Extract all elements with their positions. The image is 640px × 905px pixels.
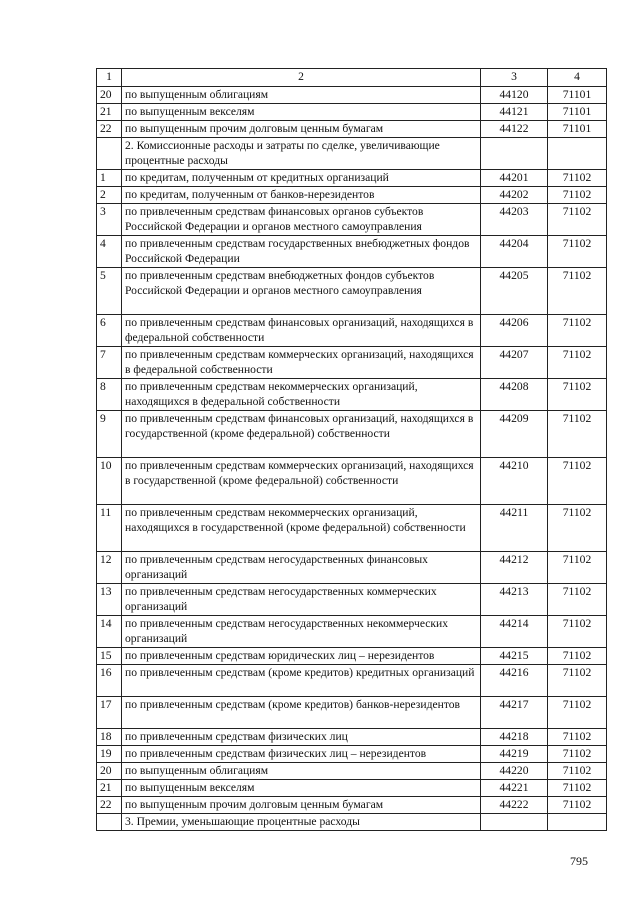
row-description: по привлеченным средствам (кроме кредитов) банков-нерезидентов <box>122 697 481 729</box>
row-number: 12 <box>97 552 122 584</box>
row-account: 71101 <box>548 87 607 104</box>
row-description: по привлеченным средствам некоммерческих организаций, находящихся в федеральной собственности <box>122 379 481 411</box>
table-row <box>97 665 607 697</box>
row-code: 44212 <box>481 552 548 584</box>
row-code: 44213 <box>481 584 548 616</box>
row-code <box>481 814 548 831</box>
table-row <box>97 187 607 204</box>
row-description: по привлеченным средствам некоммерческих организаций, находящихся в государственной (кроме федеральной) собственности <box>122 505 481 552</box>
row-description: по привлеченным средствам государственных внебюджетных фондов Российской Федерации <box>122 236 481 268</box>
row-description: по кредитам, полученным от банков-нерезидентов <box>122 187 481 204</box>
row-account: 71102 <box>548 347 607 379</box>
document-table <box>96 68 607 831</box>
row-code: 44211 <box>481 505 548 552</box>
row-number: 20 <box>97 763 122 780</box>
row-description: по привлеченным средствам негосударственных некоммерческих организаций <box>122 616 481 648</box>
row-number: 16 <box>97 665 122 697</box>
table-row <box>97 121 607 138</box>
row-code: 44207 <box>481 347 548 379</box>
row-number: 21 <box>97 780 122 797</box>
row-account: 71102 <box>548 379 607 411</box>
row-number: 5 <box>97 268 122 315</box>
table-header-row <box>97 69 607 87</box>
row-number: 20 <box>97 87 122 104</box>
row-number: 8 <box>97 379 122 411</box>
row-account: 71102 <box>548 780 607 797</box>
row-account: 71102 <box>548 665 607 697</box>
row-account: 71102 <box>548 697 607 729</box>
row-account: 71101 <box>548 121 607 138</box>
table-row <box>97 505 607 552</box>
row-number: 10 <box>97 458 122 505</box>
row-code: 44222 <box>481 797 548 814</box>
row-description: по привлеченным средствам негосударственных финансовых организаций <box>122 552 481 584</box>
row-account: 71102 <box>548 187 607 204</box>
table-row <box>97 797 607 814</box>
table-row <box>97 268 607 315</box>
section-heading: 3. Премии, уменьшающие процентные расходы <box>122 814 481 831</box>
row-code <box>481 138 548 170</box>
row-code: 44208 <box>481 379 548 411</box>
table-row <box>97 746 607 763</box>
row-account: 71102 <box>548 458 607 505</box>
row-number: 22 <box>97 797 122 814</box>
header-col-4: 4 <box>548 69 607 87</box>
section-heading: 2. Комиссионные расходы и затраты по сделке, увеличивающие процентные расходы <box>122 138 481 170</box>
row-account: 71102 <box>548 797 607 814</box>
table-row <box>97 780 607 797</box>
row-number <box>97 138 122 170</box>
page-number: 795 <box>570 854 588 868</box>
row-number: 1 <box>97 170 122 187</box>
table-row <box>97 236 607 268</box>
row-number: 9 <box>97 411 122 458</box>
row-account: 71102 <box>548 648 607 665</box>
section-heading-row <box>97 814 607 831</box>
row-description: по привлеченным средствам негосударственных коммерческих организаций <box>122 584 481 616</box>
row-account: 71102 <box>548 170 607 187</box>
row-account: 71102 <box>548 315 607 347</box>
row-description: по привлеченным средствам внебюджетных фондов субъектов Российской Федерации и органов местного самоуправления <box>122 268 481 315</box>
table-row <box>97 315 607 347</box>
row-code: 44202 <box>481 187 548 204</box>
row-number <box>97 814 122 831</box>
header-col-2: 2 <box>122 69 481 87</box>
row-description: по привлеченным средствам финансовых организаций, находящихся в государственной (кроме федеральной) собственности <box>122 411 481 458</box>
row-code: 44217 <box>481 697 548 729</box>
table-row <box>97 104 607 121</box>
row-number: 2 <box>97 187 122 204</box>
row-number: 18 <box>97 729 122 746</box>
row-description: по привлеченным средствам физических лиц <box>122 729 481 746</box>
row-description: по привлеченным средствам финансовых организаций, находящихся в федеральной собственности <box>122 315 481 347</box>
row-number: 14 <box>97 616 122 648</box>
row-number: 11 <box>97 505 122 552</box>
row-account: 71102 <box>548 411 607 458</box>
table-row <box>97 584 607 616</box>
row-number: 22 <box>97 121 122 138</box>
row-code: 44210 <box>481 458 548 505</box>
table-row <box>97 411 607 458</box>
row-code: 44122 <box>481 121 548 138</box>
header-col-3: 3 <box>481 69 548 87</box>
row-code: 44219 <box>481 746 548 763</box>
row-description: по привлеченным средствам коммерческих организаций, находящихся в государственной (кроме федеральной) собственности <box>122 458 481 505</box>
row-code: 44220 <box>481 763 548 780</box>
row-code: 44215 <box>481 648 548 665</box>
row-code: 44121 <box>481 104 548 121</box>
table-row <box>97 204 607 236</box>
table-row <box>97 648 607 665</box>
table-row <box>97 170 607 187</box>
row-code: 44209 <box>481 411 548 458</box>
row-number: 15 <box>97 648 122 665</box>
row-account: 71102 <box>548 552 607 584</box>
row-account: 71102 <box>548 204 607 236</box>
header-col-1: 1 <box>97 69 122 87</box>
row-number: 4 <box>97 236 122 268</box>
table-row <box>97 729 607 746</box>
row-account: 71102 <box>548 729 607 746</box>
row-code: 44201 <box>481 170 548 187</box>
row-description: по привлеченным средствам коммерческих организаций, находящихся в федеральной собственности <box>122 347 481 379</box>
table-row <box>97 379 607 411</box>
row-account: 71102 <box>548 505 607 552</box>
row-account: 71102 <box>548 616 607 648</box>
row-description: по привлеченным средствам (кроме кредитов) кредитных организаций <box>122 665 481 697</box>
row-number: 3 <box>97 204 122 236</box>
row-description: по кредитам, полученным от кредитных организаций <box>122 170 481 187</box>
row-description: по выпущенным облигациям <box>122 87 481 104</box>
row-description: по выпущенным прочим долговым ценным бумагам <box>122 121 481 138</box>
table-row <box>97 697 607 729</box>
row-account: 71102 <box>548 236 607 268</box>
row-account: 71102 <box>548 746 607 763</box>
row-code: 44218 <box>481 729 548 746</box>
row-code: 44205 <box>481 268 548 315</box>
row-code: 44203 <box>481 204 548 236</box>
table-row <box>97 763 607 780</box>
table-row <box>97 616 607 648</box>
table-row <box>97 458 607 505</box>
row-account: 71102 <box>548 763 607 780</box>
row-code: 44214 <box>481 616 548 648</box>
table-row <box>97 87 607 104</box>
row-description: по привлеченным средствам физических лиц – нерезидентов <box>122 746 481 763</box>
row-number: 21 <box>97 104 122 121</box>
row-code: 44216 <box>481 665 548 697</box>
row-number: 7 <box>97 347 122 379</box>
row-description: по привлеченным средствам финансовых органов субъектов Российской Федерации и органов местного самоуправления <box>122 204 481 236</box>
row-code: 44206 <box>481 315 548 347</box>
section-heading-row <box>97 138 607 170</box>
row-description: по привлеченным средствам юридических лиц – нерезидентов <box>122 648 481 665</box>
row-number: 17 <box>97 697 122 729</box>
row-number: 6 <box>97 315 122 347</box>
row-account: 71101 <box>548 104 607 121</box>
row-description: по выпущенным векселям <box>122 780 481 797</box>
table-row <box>97 552 607 584</box>
row-description: по выпущенным облигациям <box>122 763 481 780</box>
row-code: 44120 <box>481 87 548 104</box>
row-number: 13 <box>97 584 122 616</box>
row-code: 44204 <box>481 236 548 268</box>
row-account: 71102 <box>548 584 607 616</box>
row-account <box>548 138 607 170</box>
row-account: 71102 <box>548 268 607 315</box>
row-account <box>548 814 607 831</box>
table-row <box>97 347 607 379</box>
row-code: 44221 <box>481 780 548 797</box>
row-description: по выпущенным векселям <box>122 104 481 121</box>
row-number: 19 <box>97 746 122 763</box>
row-description: по выпущенным прочим долговым ценным бумагам <box>122 797 481 814</box>
